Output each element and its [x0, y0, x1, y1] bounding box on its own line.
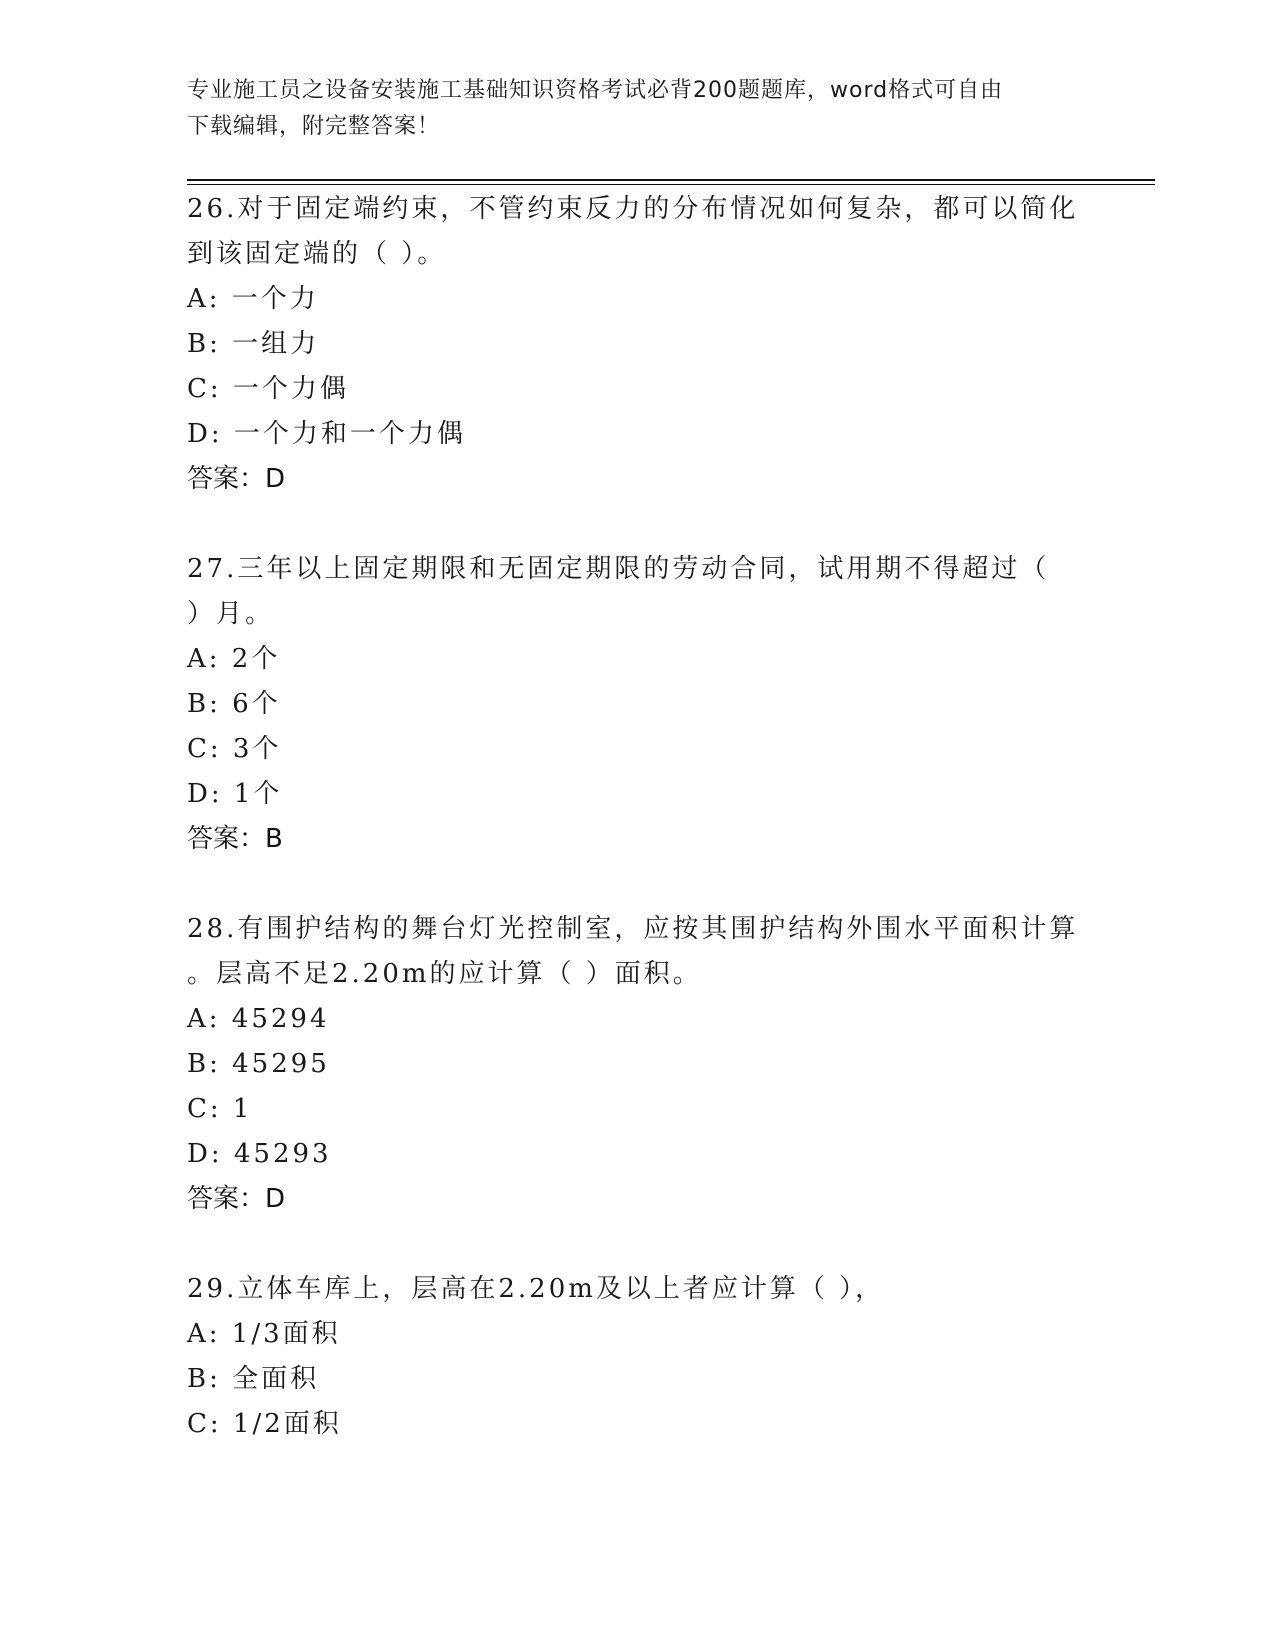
option-c: C: 3个	[187, 734, 282, 764]
question-stem	[187, 547, 1087, 637]
option-d: D: 一个力和一个力偶	[187, 419, 466, 449]
stem-line: 28.有围护结构的舞台灯光控制室，应按其围护结构外围水平面积计算	[187, 914, 1079, 944]
header-line-1: 专业施工员之设备安装施工基础知识资格考试必背200题题库，word格式可自由	[187, 78, 1004, 103]
option-d: D: 45293	[187, 1139, 332, 1169]
answer-line: 答案：D	[187, 464, 286, 494]
stem-line: 。层高不足2.20m的应计算（ ）面积。	[187, 959, 702, 989]
answer-line: 答案：B	[187, 824, 283, 854]
option-c: C: 一个力偶	[187, 374, 349, 404]
question-29	[187, 1267, 1087, 1447]
option-b: B: 全面积	[187, 1364, 320, 1394]
document-header	[187, 73, 1067, 145]
header-line-2: 下载编辑，附完整答案！	[187, 114, 441, 139]
option-a: A: 45294	[187, 1004, 330, 1034]
option-b: B: 6个	[187, 689, 281, 719]
stem-line: 29.立体车库上，层高在2.20m及以上者应计算（ ），	[187, 1274, 885, 1304]
option-a: A: 2个	[187, 644, 281, 674]
option-d: D: 1个	[187, 779, 283, 809]
option-c: C: 1	[187, 1094, 253, 1124]
answer-line: 答案：D	[187, 1184, 286, 1214]
question-stem	[187, 187, 1087, 277]
question-stem	[187, 907, 1087, 997]
option-a: A: 1/3面积	[187, 1319, 341, 1349]
question-28	[187, 907, 1087, 1222]
option-c: C: 1/2面积	[187, 1409, 342, 1439]
stem-line: 到该固定端的（ ）。	[187, 239, 447, 269]
header-divider-thin	[187, 184, 1155, 185]
stem-line: ）月。	[187, 599, 275, 629]
header-divider-thick	[187, 179, 1155, 181]
question-26	[187, 187, 1087, 502]
option-b: B: 45295	[187, 1049, 330, 1079]
option-b: B: 一组力	[187, 329, 320, 359]
question-stem	[187, 1267, 1087, 1312]
stem-line: 27.三年以上固定期限和无固定期限的劳动合同，试用期不得超过（	[187, 554, 1050, 584]
question-27	[187, 547, 1087, 862]
option-a: A: 一个力	[187, 284, 319, 314]
stem-line: 26.对于固定端约束，不管约束反力的分布情况如何复杂，都可以简化	[187, 194, 1079, 224]
